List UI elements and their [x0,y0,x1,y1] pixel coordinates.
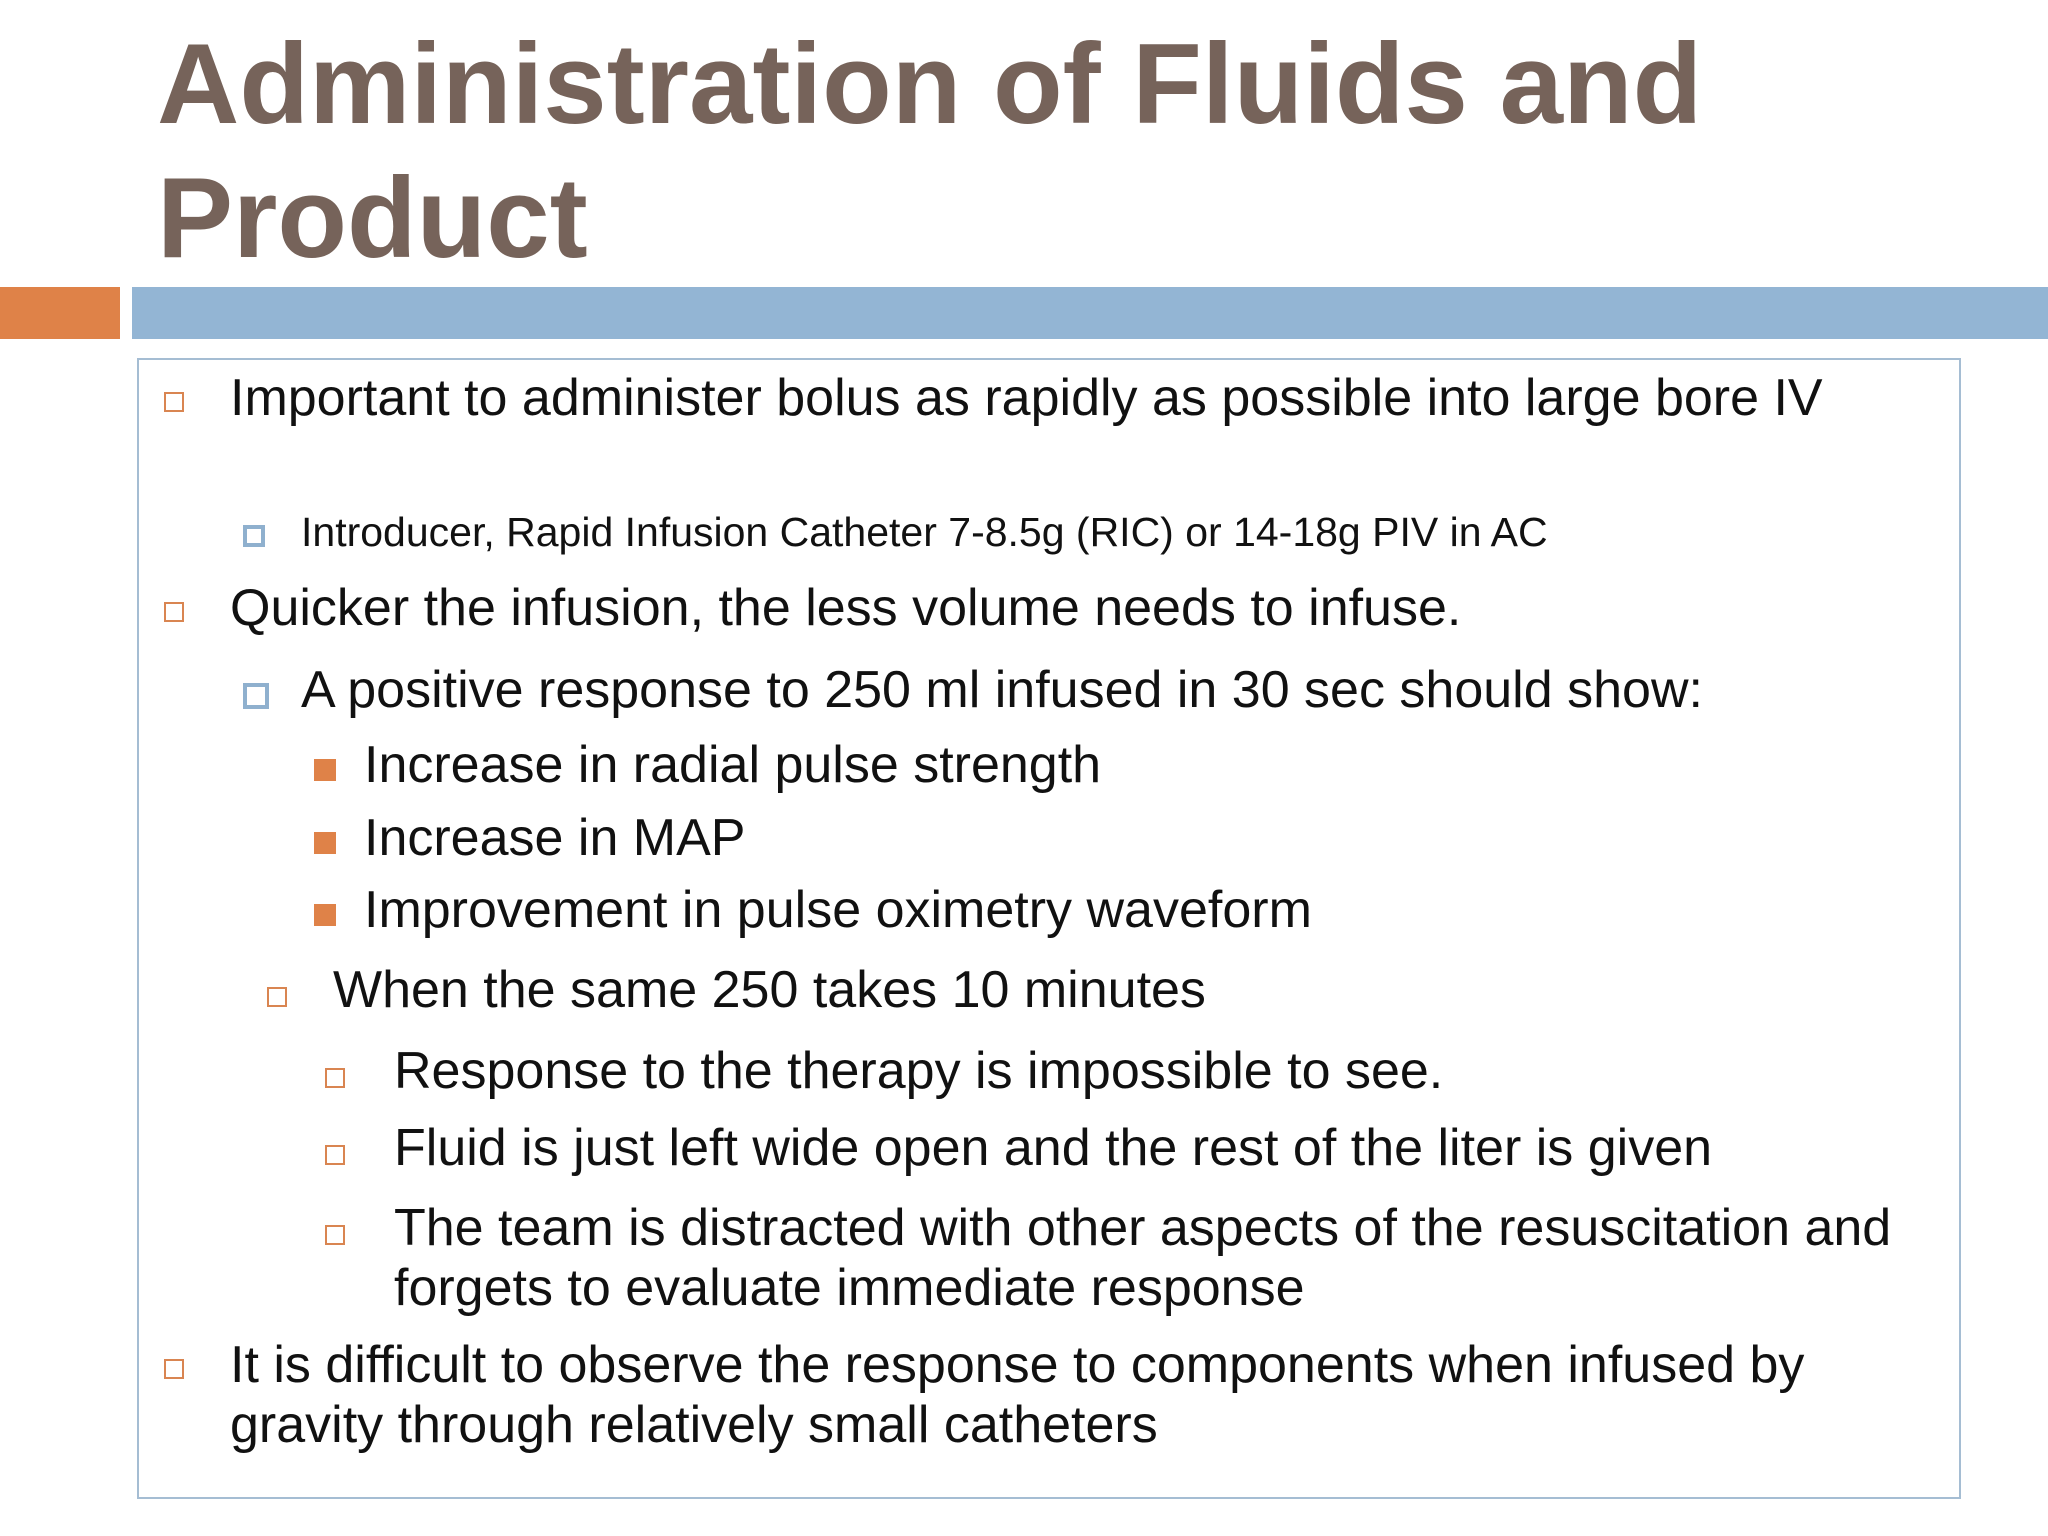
sub-sub-bullet-item [394,1118,1924,1178]
bullet-text: The team is distracted with other aspects of the resuscitation and forgets to evaluate immediate response [394,1199,1892,1317]
accent-bar-blue [132,287,2048,339]
bullet-text: Introducer, Rapid Infusion Catheter 7-8.5g (RIC) or 14-18g PIV in AC [301,509,1548,555]
bullet-item [230,368,1930,428]
square-bullet-icon [325,1068,345,1088]
bullet-text: It is difficult to observe the response to components when infused by gravity through relatively small catheters [230,1336,1805,1454]
bullet-text: A positive response to 250 ml infused in 30 sec should show: [301,661,1703,719]
square-bullet-icon [164,602,184,622]
square-bullet-icon [314,759,336,781]
bullet-text: When the same 250 takes 10 minutes [333,961,1206,1019]
square-bullet-icon [267,987,287,1007]
sub-sub-bullet-item [394,1198,1924,1318]
bullet-item [230,578,1930,638]
bullet-text: Response to the therapy is impossible to see. [394,1042,1444,1100]
sub-sub-bullet-item [364,735,1924,795]
sub-bullet-item [301,660,1921,720]
square-bullet-icon [314,832,336,854]
sub-sub-bullet-item [364,880,1924,940]
sub-sub-bullet-item [364,808,1924,868]
square-bullet-icon [164,1359,184,1379]
square-bullet-icon [325,1225,345,1245]
bullet-item [230,1335,1930,1455]
bullet-text: Improvement in pulse oximetry waveform [364,881,1312,939]
sub-bullet-item [333,960,1923,1020]
bullet-text: Quicker the infusion, the less volume needs to infuse. [230,579,1462,637]
bullet-text: Fluid is just left wide open and the rest of the liter is given [394,1119,1713,1177]
square-bullet-icon [325,1145,345,1165]
square-bullet-icon [243,683,269,709]
bullet-text: Important to administer bolus as rapidly as possible into large bore IV [230,369,1823,427]
square-bullet-icon [314,904,336,926]
sub-bullet-item [301,508,1921,556]
bullet-text: Increase in radial pulse strength [364,736,1102,794]
bullet-text: Increase in MAP [364,809,746,867]
accent-bar-orange [0,287,120,339]
square-bullet-icon [243,525,265,547]
square-bullet-icon [164,392,184,412]
sub-sub-bullet-item [394,1041,1924,1101]
slide-title: Administration of Fluids and Product [157,21,1703,282]
